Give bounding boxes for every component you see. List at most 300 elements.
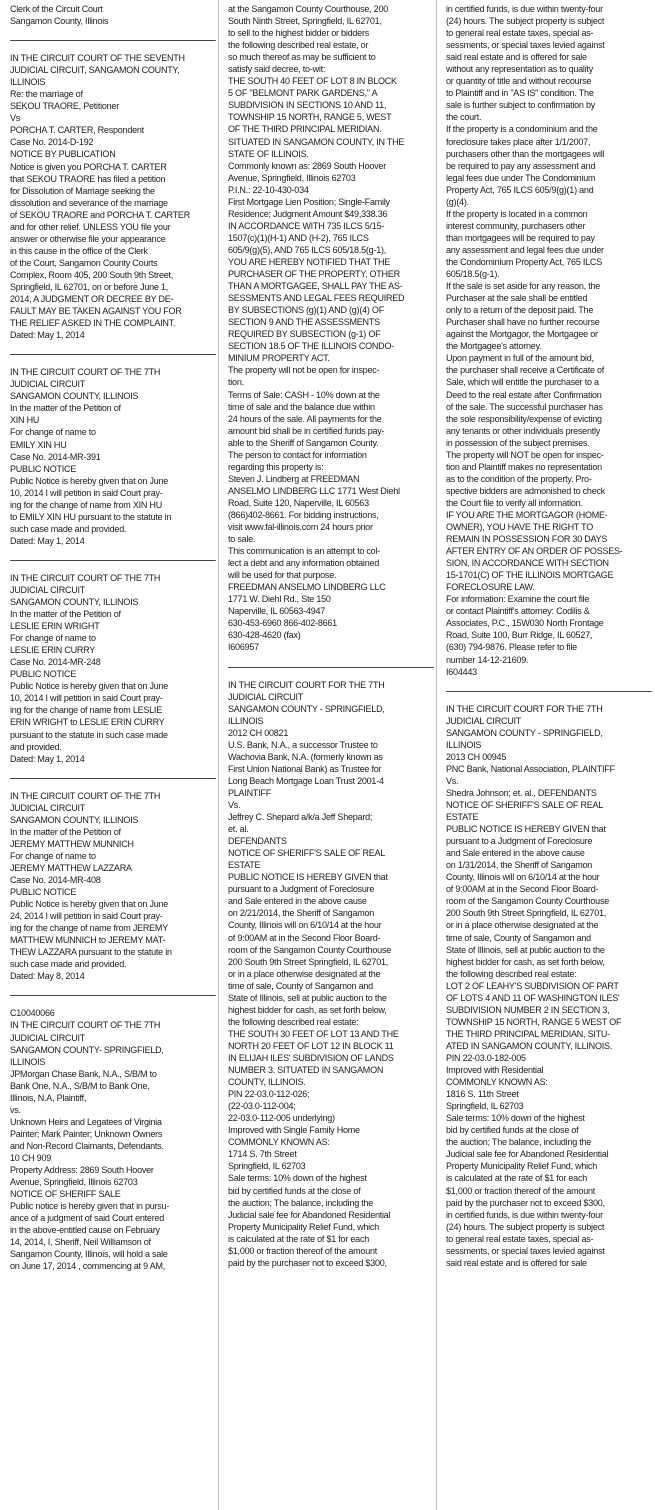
notice-text-line: Dated: May 8, 2014 (10, 971, 85, 983)
notice-text-line: I604443 (446, 666, 477, 678)
notice-separator (228, 667, 434, 668)
notice-text-line: number 14-12-21609. (446, 654, 529, 666)
notice-text-line: highest bidder for cash, as set forth below, (446, 956, 605, 968)
notice-text-line: (24) hours. The subject property is subject (446, 1221, 605, 1233)
notice-text-line: 630-453-6960 866-402-8661 (228, 618, 337, 630)
notice-text-line: Property Act, 765 ILCS 605/9(g)(1) and (446, 184, 594, 196)
legal-notice (10, 1008, 216, 1273)
notice-text-line: XIN HU (10, 415, 40, 427)
notice-text-line: Springfield, IL 62703 (446, 1101, 524, 1113)
notice-text-line: IN ELIJAH ILES' SUBDIVISION OF LANDS (228, 1052, 394, 1064)
notice-text-line: bid by certified funds at the close of (446, 1125, 579, 1137)
notice-text-line: 200 South 9th Street Springfield, IL 62701, (228, 956, 389, 968)
notice-text-line: 1714 S. 7th Street (228, 1149, 297, 1161)
notice-text-line: to sell to the highest bidder or bidders (228, 28, 369, 40)
notice-text-line: purchasers other than the mortgagees will (446, 148, 605, 160)
notice-text-line: If the property is a condominium and the (446, 124, 598, 136)
notice-text-line: 630-428-4620 (fax) (228, 630, 301, 642)
legal-notice (446, 704, 652, 1270)
notice-text-line: pursuant to a Judgment of Foreclosure (446, 836, 593, 848)
notice-text-line: For change of name to (10, 427, 96, 439)
notice-text-line: (630) 794-9876. Please refer to file (446, 642, 577, 654)
notice-text-line: THE RELIEF ASKED IN THE COMPLAINT. (10, 318, 176, 330)
notice-text-line: Property Municipality Relief Fund, which (228, 1221, 380, 1233)
notice-text-line: the sole responsibility/expense of evicting (446, 413, 602, 425)
notice-text-line: dissolution and severance of the marriage (10, 197, 168, 209)
notice-text-line: (866)402-8661. For bidding instructions, (228, 509, 379, 521)
notice-text-line: JUDICIAL CIRCUIT (10, 1032, 86, 1044)
notice-text-line: 2013 CH 00945 (446, 751, 507, 763)
notice-text-line: If the sale is set aside for any reason, the (446, 281, 601, 293)
legal-notice (228, 680, 434, 1270)
notice-text-line: the following described real estate: (228, 1016, 359, 1028)
notice-text-line: able to the Sheriff of Sangamon County. (228, 437, 379, 449)
notice-text-line: JEREMY MATTHEW LAZZARA (10, 862, 132, 874)
notice-text-line: regarding this property is: (228, 461, 324, 473)
notice-text-line: JUDICIAL CIRCUIT (10, 584, 86, 596)
notice-text-line: SION, IN ACCORDANCE WITH SECTION (446, 558, 609, 570)
notice-text-line: JUDICIAL CIRCUIT, SANGAMON COUNTY, (10, 65, 180, 77)
notice-text-line: The property will not be open for inspec- (228, 365, 380, 377)
notice-text-line: bid by certified funds at the close of (228, 1185, 361, 1197)
notice-text-line: First Union National Bank) as Trustee for (228, 763, 382, 775)
notice-text-line: COMMONLY KNOWN AS: (446, 1077, 548, 1089)
notice-text-line: time of sale, County of Sangamon and (228, 980, 373, 992)
notice-text-line: IN THE CIRCUIT COURT OF THE 7TH (10, 1020, 161, 1032)
notice-text-line: Public Notice is hereby given that on June (10, 899, 169, 911)
notice-text-line: 605/9(g)(5), AND 765 ILCS 605/18.5(g-1), (228, 244, 387, 256)
notice-text-line: Case No. 2014-MR-391 (10, 451, 101, 463)
notice-text-line: or quantity of title and without recourse (446, 76, 592, 88)
notice-text-line: 1771 W. Diehl Rd., Ste 150 (228, 594, 331, 606)
notice-text-line: PNC Bank, National Association, PLAINTIFF (446, 763, 615, 775)
notice-text-line: Case No. 2014-MR-248 (10, 657, 101, 669)
notice-text-line: Public Notice is hereby given that on June (10, 681, 169, 693)
notice-text-line: SANGAMON COUNTY- SPRINGFIELD, (10, 1044, 164, 1056)
legal-notice (228, 4, 434, 655)
notice-text-line: Case No. 2014-MR-408 (10, 875, 101, 886)
notice-text-line: County, Illinois will on 6/10/14 at the hour (228, 920, 382, 932)
notice-text-line: YOU ARE HEREBY NOTIFIED THAT THE (228, 256, 391, 268)
notice-text-line: JUDICIAL CIRCUIT (228, 691, 304, 703)
notice-text-line: Upon payment in full of the amount bid, (446, 353, 594, 365)
notice-text-line: ATED IN SANGAMON COUNTY, ILLINOIS. (446, 1040, 613, 1052)
notice-text-line: Springfield, IL 62703 (228, 1161, 306, 1173)
notice-text-line: NOTICE OF SHERIFF'S SALE OF REAL (446, 800, 604, 811)
notice-text-line: (g)(4). (446, 196, 469, 208)
notice-text-line: SANGAMON COUNTY - SPRINGFIELD, (446, 727, 603, 739)
notice-text-line: PIN 22-03.0-182-005 (446, 1052, 526, 1064)
notice-text-line: lect a debt and any information obtained (228, 558, 380, 570)
notice-separator (10, 778, 216, 779)
notice-text-line: at the Sangamon County Courthouse, 200 (228, 4, 389, 15)
notice-text-line: ILLINOIS (228, 715, 264, 727)
notice-text-line: in this cause in the office of the Clerk (10, 245, 148, 257)
notice-text-line: 24 hours of the sale. All payments for the (228, 413, 382, 425)
notice-text-line: Steven J. Lindberg at FREEDMAN (228, 473, 360, 485)
notice-text-line: the following described real estate, or (228, 40, 369, 52)
notice-text-line: 605/18.5(g-1). (446, 269, 500, 281)
notice-text-line: ERIN WRIGHT to LESLIE ERIN CURRY (10, 717, 165, 729)
notice-text-line: (24) hours. The subject property is subject (446, 16, 605, 28)
notice-text-line: Sale terms: 10% down of the highest (228, 1173, 367, 1185)
notice-text-line: SANGAMON COUNTY, ILLINOIS (10, 597, 139, 609)
notice-text-line: than mortgagees will be required to pay (446, 232, 595, 244)
notice-text-line: of 9:00AM at in the Second Floor Board- (228, 932, 381, 944)
notice-text-line: Property Municipality Relief Fund, which (446, 1161, 598, 1173)
notice-text-line: and Non-Record Claimants, Defendants. (10, 1140, 164, 1152)
notice-text-line: ing for the change of name from XIN HU (10, 499, 162, 511)
notice-text-line: Property Address: 2869 South Hoover (10, 1165, 154, 1177)
notice-text-line: LOT 2 OF LEAHY'S SUBDIVISION OF PART (446, 980, 619, 992)
notice-text-line: (22-03.0-112-004; (228, 1101, 296, 1113)
notice-text-line: Notice is given you PORCHA T. CARTER (10, 161, 167, 173)
notice-text-line: Public Notice is hereby given that on June (10, 475, 169, 487)
notice-text-line: In the matter of the Petition of (10, 826, 121, 838)
notice-text-line: PLAINTIFF (228, 787, 271, 799)
notice-text-line: will be used for that purpose. (228, 570, 337, 582)
notice-text-line: ILLINOIS (10, 1056, 46, 1068)
notice-text-line: DEFENDANTS (228, 836, 287, 848)
notice-text-line: pursuant to a Judgment of Foreclosure (228, 884, 375, 896)
notice-text-line: the following described real estate: (446, 968, 577, 980)
notice-text-line: on 1/31/2014, the Sheriff of Sangamon (446, 860, 593, 872)
notice-text-line: of 9:00AM at in the Second Floor Board- (446, 884, 599, 896)
notice-text-line: foreclosure takes place after 1/1/2007, (446, 136, 591, 148)
notice-text-line: SECTION 9 AND THE ASSESSMENTS (228, 317, 380, 329)
notice-text-line: said real estate and is offered for sale (446, 1257, 587, 1269)
notice-text-line: NORTH 20 FEET OF LOT 12 IN BLOCK 11 (228, 1040, 394, 1052)
column-divider (436, 0, 437, 1510)
notice-text-line: room of the Sangamon County Courthouse (446, 896, 610, 908)
notice-text-line: LESLIE ERIN CURRY (10, 645, 96, 657)
notice-text-line: and Sale entered in the above cause (228, 896, 367, 908)
notice-text-line: Vs (10, 113, 21, 125)
notice-text-line: Clerk of the Circuit Court (10, 4, 103, 15)
legal-notice (10, 4, 216, 28)
notice-text-line: of the sale. The successful purchaser has (446, 401, 603, 413)
notice-text-line: tion. (228, 377, 244, 389)
notice-text-line: without any representation as to quality (446, 64, 594, 76)
notice-text-line: ILLINOIS (446, 739, 482, 751)
notice-text-line: This communication is an attempt to col- (228, 546, 381, 558)
notice-text-line: JPMorgan Chase Bank, N.A., S/B/M to (10, 1068, 157, 1080)
notice-text-line: to EMILY XIN HU pursuant to the statute in (10, 511, 172, 523)
notice-text-line: First Mortgage Lien Position; Single-Family (228, 196, 390, 208)
notice-text-line: Commonly known as: 2869 South Hoover (228, 160, 386, 172)
notice-text-line: THE SOUTH 30 FEET OF LOT 13 AND THE (228, 1028, 399, 1040)
notice-text-line: Naperville, IL 60563-4947 (228, 606, 326, 618)
notice-text-line: State of Illinois, sell at public auction to the (446, 944, 605, 956)
notice-text-line: Shedra Johnson; et. al., DEFENDANTS (446, 787, 597, 799)
notice-text-line: 5 OF "BELMONT PARK GARDENS," A (228, 88, 378, 100)
notice-text-line: ANSELMO LINDBERG LLC 1771 West Diehl (228, 485, 400, 497)
notice-text-line: pursuant to the statute in such case made (10, 729, 168, 741)
notice-text-line: Sale, which will entitle the purchaser to a (446, 377, 599, 389)
notice-text-line: Case No. 2014-D-192 (10, 137, 94, 149)
notice-text-line: LESLIE ERIN WRIGHT (10, 621, 100, 633)
notice-text-line: THEW LAZZARA pursuant to the statute in (10, 947, 172, 959)
notice-text-line: For change of name to (10, 633, 96, 645)
notice-text-line: sessments, or special taxes levied against (446, 1245, 605, 1257)
notice-text-line: PORCHA T. CARTER, Respondent (10, 125, 144, 137)
notice-text-line: STATE OF ILLINOIS. (228, 148, 309, 160)
notice-text-line: ESTATE (228, 860, 261, 872)
notice-text-line: Unknown Heirs and Legatees of Virginia (10, 1116, 162, 1128)
notice-text-line: FAULT MAY BE TAKEN AGAINST YOU FOR (10, 306, 182, 318)
notice-separator (10, 995, 216, 996)
notice-text-line: is calculated at the rate of $1 for each (446, 1173, 587, 1185)
notice-text-line: IN ACCORDANCE WITH 735 ILCS 5/15- (228, 220, 385, 232)
notice-text-line: Dated: May 1, 2014 (10, 753, 85, 765)
notice-text-line: Complex, Room 405, 200 South 9th Street, (10, 269, 174, 281)
notice-column-3 (446, 4, 652, 1506)
notice-text-line: 10, 2014 I will petition in said Court pray- (10, 693, 163, 705)
notice-text-line: South Ninth Street, Springfield, IL 62701, (228, 16, 382, 28)
notice-text-line: IN THE CIRCUIT COURT OF THE 7TH (10, 790, 161, 802)
notice-text-line: satisfy said decree, to-wit: (228, 64, 326, 76)
notice-text-line: Vs. (446, 775, 459, 787)
notice-text-line: in certified funds, is due within twenty-four (446, 1209, 603, 1221)
notice-text-line: THAN A MORTGAGEE, SHALL PAY THE AS- (228, 281, 403, 293)
notice-text-line: $1,000 or fraction thereof of the amount (446, 1185, 596, 1197)
notice-text-line: any tenants or other individuals presently (446, 425, 601, 437)
notice-text-line: Springfield, IL 62701, on or before June 1, (10, 281, 169, 293)
notice-text-line: the Court file to verify all information. (446, 497, 583, 509)
notice-text-line: Painter; Mark Painter; Unknown Owners (10, 1128, 163, 1140)
notice-text-line: C10040066 (10, 1008, 55, 1020)
notice-text-line: State of Illinois, sell at public auction to the (228, 992, 387, 1004)
notice-text-line: In the matter of the Petition of (10, 609, 121, 621)
notice-text-line: Terms of Sale: CASH - 10% down at the (228, 389, 380, 401)
notice-text-line: in certified funds, is due within twenty-four (446, 4, 603, 15)
notice-text-line: 200 South 9th Street Springfield, IL 62701, (446, 908, 607, 920)
notice-text-line: IN THE CIRCUIT COURT FOR THE 7TH (446, 703, 603, 715)
legal-notice (10, 53, 216, 342)
notice-text-line: SEKOU TRAORE, Petitioner (10, 101, 119, 113)
notice-text-line: amount bid shall be in certified funds pay- (228, 425, 385, 437)
notice-text-line: Purchaser shall have no further recourse (446, 317, 600, 329)
notice-text-line: BY SUBSECTIONS (g)(1) AND (g)(4) OF (228, 305, 384, 317)
notice-text-line: NUMBER 3. SITUATED IN SANGAMON (228, 1065, 384, 1077)
notice-text-line: OF THE THIRD PRINCIPAL MERIDIAN. (228, 124, 382, 136)
notice-text-line: Judicial sale fee for Abandoned Residential (446, 1149, 609, 1161)
notice-text-line: SITUATED IN SANGAMON COUNTY, IN THE (228, 136, 405, 148)
notice-text-line: ing for the change of name from JEREMY (10, 923, 168, 935)
notice-text-line: that SEKOU TRAORE has filed a petition (10, 173, 166, 185)
notice-text-line: tion and Plaintiff makes no representation (446, 461, 602, 473)
notice-text-line: JUDICIAL CIRCUIT (10, 802, 86, 814)
notice-text-line: PUBLIC NOTICE (10, 669, 77, 681)
notice-text-line: Bank One, N.A., S/B/M to Bank One, (10, 1080, 150, 1092)
notice-text-line: in possession of the subject premises. (446, 437, 590, 449)
notice-text-line: Public notice is hereby given that in pursu- (10, 1201, 170, 1213)
notice-text-line: 14, 2014, I, Sheriff, Neil Williamson of (10, 1237, 151, 1249)
notice-text-line: to sale. (228, 534, 256, 546)
notice-text-line: Sangamon County, Illinois (10, 16, 109, 28)
notice-text-line: TOWNSHIP 15 NORTH, RANGE 5, WEST (228, 112, 392, 124)
notice-text-line: ESTATE (446, 812, 479, 824)
notice-column-1 (10, 4, 216, 1506)
notice-text-line: the court. (446, 112, 482, 124)
notice-text-line: NOTICE OF SHERIFF'S SALE OF REAL (228, 848, 386, 860)
notice-text-line: or in a place otherwise designated at the (446, 920, 599, 932)
notice-text-line: said real estate and is offered for sale (446, 52, 587, 64)
notice-text-line: Dated: May 1, 2014 (10, 535, 85, 547)
legal-notice (10, 573, 216, 766)
notice-text-line: Judicial sale fee for Abandoned Residential (228, 1209, 391, 1221)
notice-text-line: 1507(c)(1)(H-1) AND (H-2), 765 ILCS (228, 232, 369, 244)
notice-text-line: 2014, A JUDGMENT OR DECREE BY DE- (10, 294, 174, 306)
notice-text-line: Residence; Judgment Amount $49,338.36 (228, 208, 388, 220)
notice-text-line: Avenue, Springfield, Illinois 62703 (228, 172, 356, 184)
notice-text-line: the auction; The balance, including the (228, 1197, 374, 1209)
notice-text-line: REQUIRED BY SUBSECTION (g-1) OF (228, 329, 381, 341)
notice-text-line: PUBLIC NOTICE (10, 463, 77, 475)
column-divider (218, 0, 219, 1510)
notice-text-line: THE SOUTH 40 FEET OF LOT 8 IN BLOCK (228, 76, 397, 88)
notice-text-line: time of sale, County of Sangamon and (446, 932, 591, 944)
notice-text-line: FREEDMAN ANSELMO LINDBERG LLC (228, 582, 386, 594)
notice-text-line: as to the condition of the property. Pro- (446, 473, 592, 485)
notice-text-line: PUBLIC NOTICE IS HEREBY GIVEN that (446, 824, 606, 836)
notice-text-line: or in a place otherwise designated at the (228, 968, 381, 980)
notice-text-line: IN THE CIRCUIT COURT OF THE SEVENTH (10, 53, 185, 65)
notice-text-line: to general real estate taxes, special as- (446, 28, 594, 40)
notice-text-line: for Dissolution of Marriage seeking the (10, 185, 155, 197)
notice-text-line: MATTHEW MUNNICH to JEREMY MAT- (10, 935, 166, 947)
notice-text-line: so much thereof as may be sufficient to (228, 52, 376, 64)
notice-text-line: to Plaintiff and in "AS IS" condition. The (446, 88, 594, 100)
notice-text-line: SUBDIVISION IN SECTIONS 10 AND 11, (228, 100, 387, 112)
notice-text-line: EMILY XIN HU (10, 439, 67, 451)
notice-text-line: IN THE CIRCUIT COURT FOR THE 7TH (228, 679, 385, 691)
notice-text-line: JUDICIAL CIRCUIT (10, 379, 86, 391)
notice-text-line: or contact Plaintiff's attorney: Codilis & (446, 606, 590, 618)
notice-text-line: For information: Examine the court file (446, 594, 590, 606)
notice-text-line: JEREMY MATTHEW MUNNICH (10, 838, 134, 850)
notice-text-line: U.S. Bank, N.A., a successor Trustee to (228, 739, 378, 751)
notice-text-line: be required to pay any assessment and (446, 160, 596, 172)
notice-separator (446, 691, 652, 692)
notice-text-line: answer or otherwise file your appearance (10, 233, 166, 245)
notice-text-line: the auction; The balance, including the (446, 1137, 592, 1149)
notice-text-line: 2012 CH 00821 (228, 727, 289, 739)
notice-text-line: For change of name to (10, 850, 96, 862)
notice-text-line: JUDICIAL CIRCUIT (446, 715, 522, 727)
notice-text-line: The person to contact for information (228, 449, 367, 461)
notice-separator (10, 40, 216, 41)
notice-text-line: such case made and provided. (10, 959, 127, 971)
notice-text-line: 10 CH 909 (10, 1152, 52, 1164)
notice-text-line: paid by the purchaser not to exceed $300, (446, 1197, 605, 1209)
notice-text-line: is calculated at the rate of $1 for each (228, 1233, 369, 1245)
notice-text-line: COUNTY, ILLINOIS. (228, 1077, 306, 1089)
notice-text-line: sessments, or special taxes levied against (446, 40, 605, 52)
notice-text-line: $1,000 or fraction thereof of the amount (228, 1245, 378, 1257)
notice-text-line: 22-03.0-112-005 underlying) (228, 1113, 335, 1125)
notice-text-line: PUBLIC NOTICE (10, 887, 77, 899)
notice-text-line: Jeffrey C. Shepard a/k/a Jeff Shepard; (228, 812, 373, 824)
notice-text-line: Avenue, Springfield, Illinois 62703 (10, 1177, 138, 1189)
notice-text-line: Improved with Residential (446, 1065, 544, 1077)
notice-text-line: OWNER), YOU HAVE THE RIGHT TO (446, 522, 594, 534)
notice-text-line: against the Mortgagor, the Mortgagee or (446, 329, 598, 341)
notice-text-line: 10, 2014 I will petition in said Court pray- (10, 487, 163, 499)
notice-text-line: The property will NOT be open for inspec- (446, 449, 604, 461)
notice-text-line: highest bidder for cash, as set forth below, (228, 1004, 387, 1016)
notice-text-line: sale is further subject to confirmation by (446, 100, 596, 112)
notice-text-line: SECTION 18.5 OF THE ILLINOIS CONDO- (228, 341, 394, 353)
notice-column-2 (228, 4, 434, 1506)
notice-text-line: ance of a judgment of said Court entered (10, 1213, 165, 1225)
notice-text-line: FORECLOSURE LAW. (446, 582, 535, 594)
notice-text-line: OF LOTS 4 AND 11 OF WASHINGTON ILES' (446, 992, 620, 1004)
notice-text-line: Road, Suite 100, Burr Ridge, IL 60527, (446, 630, 593, 642)
notice-text-line: of SEKOU TRAORE and PORCHA T. CARTER (10, 209, 190, 221)
notice-text-line: SANGAMON COUNTY, ILLINOIS (10, 391, 139, 403)
notice-text-line: any assessment and legal fees due under (446, 244, 604, 256)
notice-text-line: Long Beach Mortgage Loan Trust 2001-4 (228, 775, 384, 787)
notice-text-line: Sangamon County, Illinois, will hold a sale (10, 1249, 168, 1261)
notice-text-line: County, Illinois will on 6/10/14 at the hour (446, 872, 600, 884)
notice-text-line: Vs. (228, 800, 241, 811)
legal-notice (10, 791, 216, 984)
notice-text-line: the Mortgagee's attorney. (446, 341, 542, 353)
notice-separator (10, 560, 216, 561)
notice-text-line: such case made and provided. (10, 523, 127, 535)
notice-text-line: In the matter of the Petition of (10, 403, 121, 415)
notice-text-line: and provided. (10, 741, 62, 753)
notice-text-line: Dated: May 1, 2014 (10, 330, 85, 342)
notice-text-line: to general real estate taxes, special as- (446, 1233, 594, 1245)
notice-text-line: time of sale and the balance due within (228, 401, 375, 413)
notice-text-line: the purchaser shall receive a Certificate of (446, 365, 605, 377)
notice-text-line: the Condominium Property Act, 765 ILCS (446, 256, 602, 268)
notice-text-line: legal fees due under The Condominium (446, 172, 596, 184)
notice-text-line: and Sale entered in the above cause (446, 848, 585, 860)
notice-text-line: SANGAMON COUNTY, ILLINOIS (10, 814, 139, 826)
notice-text-line: THE THIRD PRINCIPAL MERIDIAN, SITU- (446, 1028, 610, 1040)
notice-text-line: SANGAMON COUNTY - SPRINGFIELD, (228, 703, 385, 715)
notice-text-line: Wachovia Bank, N.A. (formerly known as (228, 751, 383, 763)
notice-text-line: interest community, purchasers other (446, 220, 586, 232)
notice-text-line: visit www.fal-illinois.com 24 hours prior (228, 522, 373, 534)
notice-text-line: on 2/21/2014, the Sheriff of Sangamon (228, 908, 375, 920)
notice-text-line: Improved with Single Family Home (228, 1125, 360, 1137)
notice-text-line: paid by the purchaser not to exceed $300, (228, 1257, 387, 1269)
notice-text-line: et. al. (228, 824, 249, 836)
legal-notice (446, 4, 652, 679)
notice-text-line: SUBDIVISION NUMBER 2 IN SECTION 3, (446, 1004, 610, 1016)
notice-text-line: 24, 2014 I will petition in said Court pray- (10, 911, 163, 923)
notice-text-line: PURCHASER OF THE PROPERTY, OTHER (228, 269, 400, 281)
notice-text-line: AFTER ENTRY OF AN ORDER OF POSSES- (446, 546, 623, 558)
notice-text-line: REMAIN IN POSSESSION FOR 30 DAYS (446, 534, 608, 546)
notice-text-line: IF YOU ARE THE MORTGAGOR (HOME- (446, 509, 608, 521)
notice-text-line: If the property is located in a common (446, 208, 588, 220)
notice-text-line: ing for the change of name from LESLIE (10, 705, 163, 717)
notice-text-line: SESSMENTS AND LEGAL FEES REQUIRED (228, 293, 405, 305)
notice-text-line: COMMONLY KNOWN AS: (228, 1137, 330, 1149)
notice-text-line: TOWNSHIP 15 NORTH, RANGE 5 WEST OF (446, 1016, 622, 1028)
notice-text-line: on June 17, 2014 , commencing at 9 AM, (10, 1261, 166, 1273)
notice-text-line: room of the Sangamon County Courthouse (228, 944, 392, 956)
notice-text-line: 15-1701(C) OF THE ILLINOIS MORTGAGE (446, 570, 614, 582)
notice-text-line: I606957 (228, 642, 259, 654)
notice-text-line: P.I.N.: 22-10-430-034 (228, 184, 309, 196)
notice-text-line: vs. (10, 1104, 21, 1116)
